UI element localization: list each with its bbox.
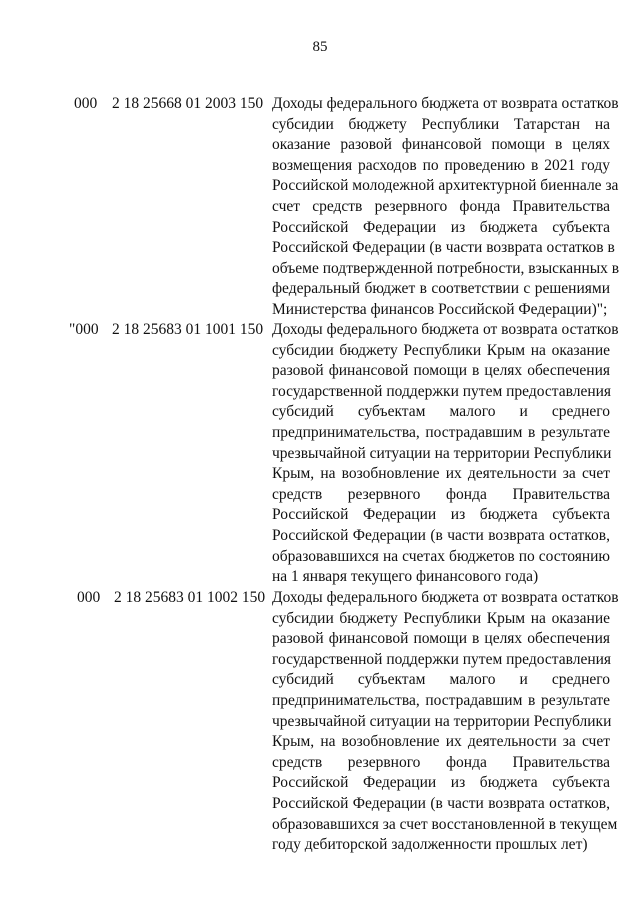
description-line: образовавшихся на счетах бюджетов по состоянию	[272, 547, 610, 565]
description-line: объеме подтвержденной потребности, взысканных в	[272, 259, 620, 277]
description-line: Российской молодежной архитектурной биеннале за	[272, 177, 619, 195]
admin-code: "000	[69, 321, 99, 338]
admin-code: 000	[77, 589, 101, 606]
description-line: Крым, на возобновление их деятельности за счет	[272, 733, 610, 751]
description-line: субсидий субъектам малого и среднего	[272, 403, 610, 421]
revenue-code: 2 18 25683 01 1002 150	[114, 589, 266, 606]
revenue-code: 2 18 25683 01 1001 150	[112, 321, 264, 338]
description-line: Российской Федерации из бюджета субъекта	[272, 218, 610, 236]
page-number: 85	[312, 39, 328, 55]
description-line: образовавшихся за счет восстановленной в текущем	[272, 815, 618, 833]
description-line: возмещения расходов по проведению в 2021 году	[272, 156, 610, 174]
description-line: на 1 января текущего финансового года)	[272, 568, 539, 586]
description-line: чрезвычайной ситуации на территории Республики	[272, 444, 612, 462]
revenue-description	[272, 94, 620, 321]
revenue-description	[272, 588, 619, 856]
description-line: Российской Федерации (в части возврата остатков,	[272, 794, 610, 812]
description-line: субсидии бюджету Республики Крым на оказание	[272, 609, 610, 627]
description-line: оказание разовой финансовой помощи в целях	[272, 136, 610, 154]
description-line: субсидий субъектам малого и среднего	[272, 671, 610, 689]
description-line: средств резервного фонда Правительства	[272, 485, 610, 503]
description-line: Российской Федерации из бюджета субъекта	[272, 774, 610, 792]
admin-code: 000	[74, 95, 98, 112]
description-line: счет средств резервного фонда Правительства	[272, 197, 610, 215]
description-line: федеральный бюджет в соответствии с решениями	[272, 280, 610, 298]
description-line: чрезвычайной ситуации на территории Республики	[272, 712, 612, 730]
description-line: Доходы федерального бюджета от возврата остатков	[272, 589, 619, 606]
description-line: средств резервного фонда Правительства	[272, 753, 610, 771]
description-line: государственной поддержки путем предоставления	[272, 382, 612, 400]
description-line: Министерства финансов Российской Федерации)";	[272, 300, 608, 318]
description-line: Крым, на возобновление их деятельности за счет	[272, 465, 610, 483]
description-line: предпринимательства, пострадавшим в результате	[272, 423, 610, 441]
description-line: субсидии бюджету Республики Татарстан на	[272, 115, 610, 133]
description-line: Доходы федерального бюджета от возврата остатков	[272, 95, 619, 112]
description-line: субсидии бюджету Республики Крым на оказание	[272, 341, 610, 359]
revenue-description	[272, 320, 619, 588]
description-line: разовой финансовой помощи в целях обеспечения	[272, 362, 610, 380]
description-line: Доходы федерального бюджета от возврата остатков	[272, 321, 619, 338]
description-line: Российской Федерации из бюджета субъекта	[272, 506, 610, 524]
description-line: государственной поддержки путем предоставления	[272, 650, 612, 668]
description-line: Российской Федерации (в части возврата остатков,	[272, 526, 610, 544]
description-line: году дебиторской задолженности прошлых лет)	[272, 836, 588, 854]
description-line: предпринимательства, пострадавшим в результате	[272, 691, 610, 709]
revenue-code: 2 18 25668 01 2003 150	[112, 95, 264, 112]
description-line: разовой финансовой помощи в целях обеспечения	[272, 630, 610, 648]
description-line: Российской Федерации (в части возврата остатков в	[272, 239, 615, 257]
